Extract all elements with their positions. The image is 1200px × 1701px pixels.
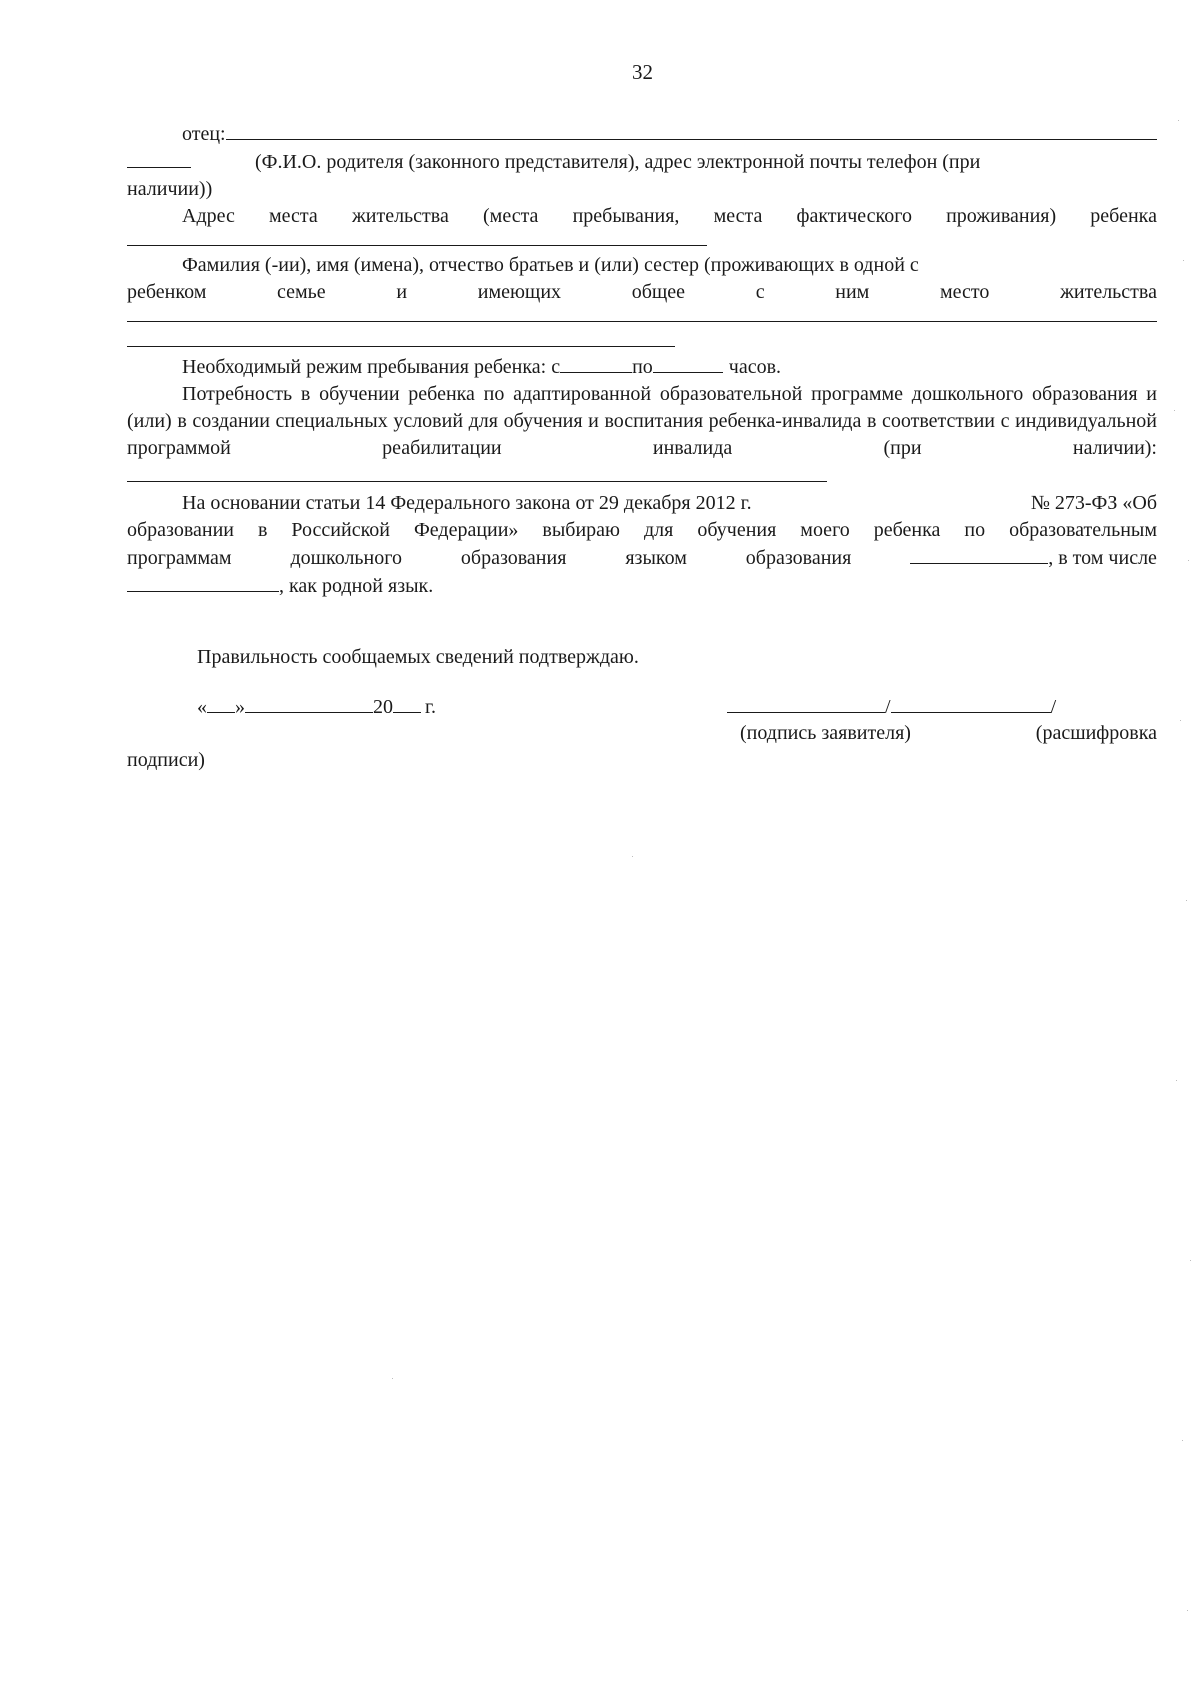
address-word: (места: [483, 205, 539, 227]
regime-prefix: Необходимый режим пребывания ребенка: с: [182, 356, 561, 378]
address-word: фактического: [796, 205, 912, 227]
siblings-input-line-1[interactable]: [127, 306, 1157, 322]
siblings-word: ним: [835, 281, 870, 303]
signature-input[interactable]: [727, 693, 885, 713]
year-suffix: г.: [425, 696, 436, 718]
confirmation-text: Правильность сообщаемых сведений подтверждаю.: [197, 646, 639, 668]
father-row: [127, 120, 1157, 148]
adapted-program-input[interactable]: [127, 462, 827, 482]
adapted-program-text: [127, 381, 1157, 490]
date-block: [197, 693, 436, 721]
father-label: отец:: [182, 123, 226, 145]
regime-row: [127, 353, 1157, 381]
father-input-line[interactable]: [226, 120, 1157, 140]
language-line1: [182, 490, 1157, 517]
date-day-input[interactable]: [207, 693, 235, 713]
signature-caption: [740, 720, 1157, 747]
siblings-word: с: [755, 281, 765, 303]
adapted-program-label: Потребность в обучении ребенка по адаптированной образовательной программе дошкольного образования и (или) в создании специальных условий для обучения и воспитания ребенка-инвалида в соответствии с индивидуальной программой реабилитации инвалида (при наличии):: [127, 383, 1157, 459]
signature-caption-end: подписи): [127, 749, 205, 771]
address-input-line[interactable]: [127, 230, 707, 246]
siblings-word: и: [396, 281, 408, 303]
date-year-input[interactable]: [393, 693, 421, 713]
father-caption-row: [127, 148, 1157, 176]
signature-caption-sign: (подпись заявителя): [740, 722, 911, 744]
language-word: программам: [127, 547, 232, 569]
language-line3: [127, 544, 1157, 572]
language-word: образования: [745, 547, 852, 569]
address-word: места: [713, 205, 763, 227]
siblings-word: семье: [277, 281, 326, 303]
regime-suffix: часов.: [728, 356, 782, 378]
signature-slash-1: /: [885, 696, 891, 718]
address-word: ребенка: [1090, 205, 1157, 227]
address-word: Адрес: [182, 205, 235, 227]
native-language-input[interactable]: [127, 572, 279, 592]
father-caption: (Ф.И.О. родителя (законного представителя), адрес электронной почты телефон (при: [255, 151, 981, 173]
language-word: образования: [460, 547, 567, 569]
signature-row: [127, 693, 1157, 720]
siblings-line1: Фамилия (-ии), имя (имена), отчество братьев и (или) сестер (проживающих в одной с: [182, 254, 919, 276]
siblings-word: ребенком: [127, 281, 207, 303]
language-word: дошкольного: [290, 547, 402, 569]
address-word: проживания): [946, 205, 1057, 227]
father-caption-blank[interactable]: [127, 148, 191, 168]
page-number: 32: [632, 60, 653, 84]
address-word: пребывания,: [572, 205, 680, 227]
date-month-input[interactable]: [245, 693, 373, 713]
language-line2: образовании в Российской Федерации» выбираю для обучения моего ребенка по образовательным: [127, 519, 1157, 541]
father-caption-end: наличии)): [127, 178, 213, 200]
year-prefix: 20: [373, 696, 393, 718]
address-word: места: [269, 205, 318, 227]
regime-to-input[interactable]: [653, 353, 723, 373]
language-word: языком: [625, 547, 687, 569]
siblings-input-line-2[interactable]: [127, 322, 675, 347]
date-close-quote: »: [235, 696, 245, 718]
language-line3-tail: , в том числе: [1048, 547, 1157, 569]
siblings-word: жительства: [1060, 281, 1157, 303]
signature-decode-input[interactable]: [891, 693, 1051, 713]
address-word: жительства: [351, 205, 449, 227]
siblings-line2: [127, 279, 1157, 306]
language-line1-left: На основании статьи 14 Федерального закона от 29 декабря 2012 г.: [182, 492, 752, 514]
application-form-page: [127, 120, 1157, 774]
siblings-word: место: [940, 281, 990, 303]
signature-slash-2: /: [1050, 696, 1057, 718]
regime-middle: по: [632, 356, 653, 378]
siblings-word: имеющих: [477, 281, 562, 303]
address-label: [182, 203, 1157, 230]
language-line4-tail: , как родной язык.: [279, 575, 434, 597]
language-line1-right: № 273-ФЗ «Об: [1030, 492, 1157, 514]
signature-block: [727, 693, 1056, 721]
siblings-word: общее: [631, 281, 686, 303]
signature-caption-decode: (расшифровка: [1035, 722, 1157, 744]
date-open-quote: «: [197, 696, 207, 718]
regime-from-input[interactable]: [560, 353, 632, 373]
language-education-input[interactable]: [910, 544, 1048, 564]
language-line4: [127, 572, 1157, 600]
